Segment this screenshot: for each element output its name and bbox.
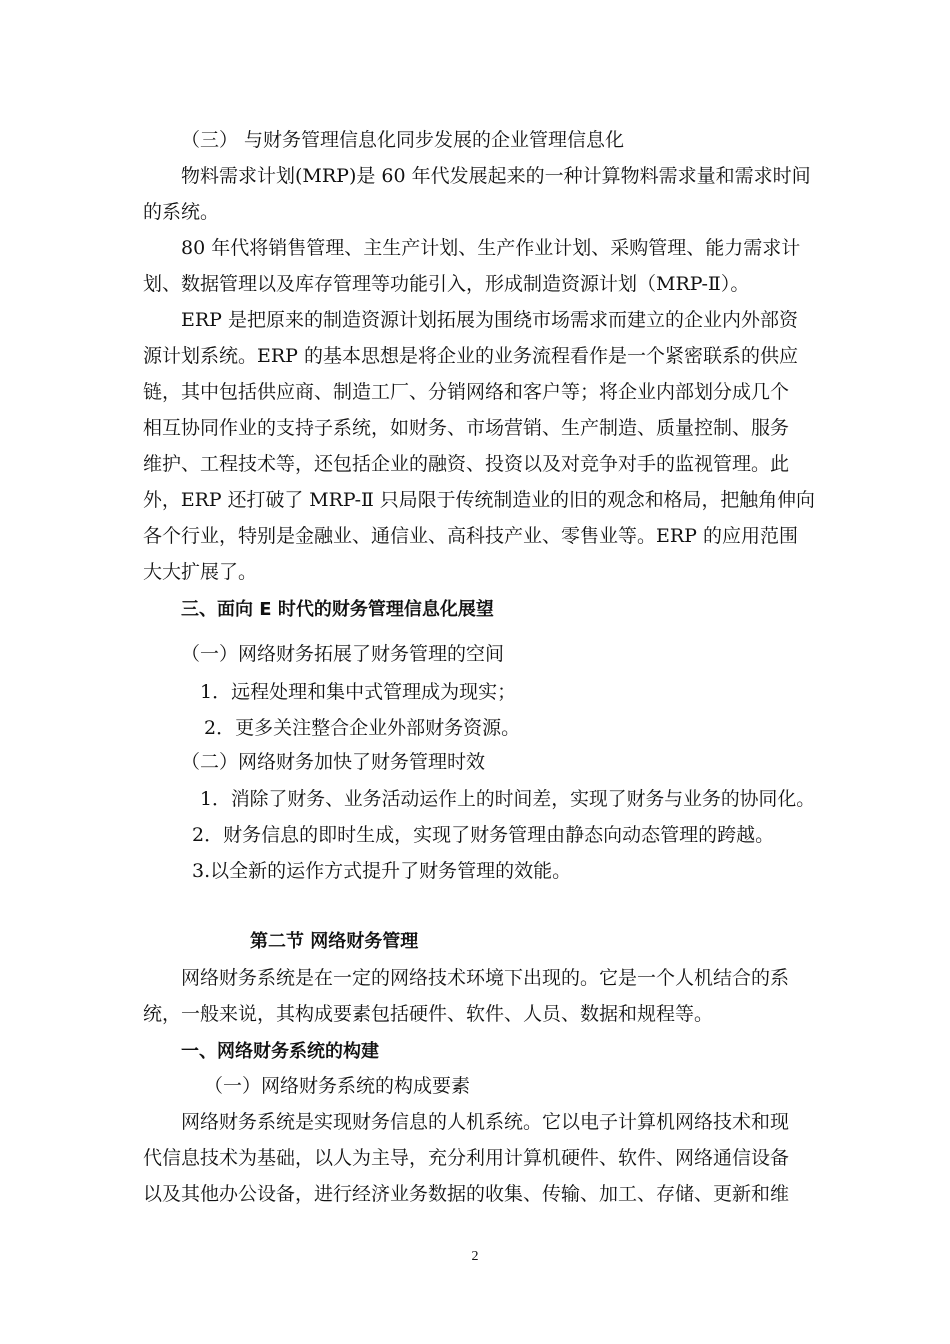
paragraph-line: 外，ERP 还打破了 MRP-Ⅱ 只局限于传统制造业的旧的观念和格局，把触角伸向	[143, 489, 815, 511]
page-number: 2	[471, 1249, 479, 1264]
section-heading: 一、网络财务系统的构建	[181, 1041, 379, 1062]
paragraph-line: 划、数据管理以及库存管理等功能引入，形成制造资源计划（MRP-Ⅱ）。	[143, 273, 750, 295]
paragraph-line: 网络财务系统是实现财务信息的人机系统。它以电子计算机网络技术和现	[181, 1111, 790, 1133]
list-item: 3.以全新的运作方式提升了财务管理的效能。	[192, 860, 572, 882]
list-item: 2．更多关注整合企业外部财务资源。	[204, 717, 521, 739]
paragraph-line: 网络财务系统是在一定的网络技术环境下出现的。它是一个人机结合的系	[181, 967, 790, 989]
paragraph-line: 物料需求计划(MRP)是 60 年代发展起来的一种计算物料需求量和需求时间	[181, 165, 811, 187]
list-item: 1．消除了财务、业务活动运作上的时间差，实现了财务与业务的协同化。	[200, 788, 816, 810]
paragraph-line: 相互协同作业的支持子系统，如财务、市场营销、生产制造、质量控制、服务	[143, 417, 790, 439]
paragraph-line: 80 年代将销售管理、主生产计划、生产作业计划、采购管理、能力需求计	[181, 237, 801, 259]
section-heading: 三、面向 E 时代的财务管理信息化展望	[181, 599, 494, 620]
paragraph-line: 源计划系统。ERP 的基本思想是将企业的业务流程看作是一个紧密联系的供应	[143, 345, 799, 367]
subsection-heading: （一）网络财务系统的构成要素	[204, 1075, 471, 1097]
paragraph-line: 以及其他办公设备，进行经济业务数据的收集、传输、加工、存储、更新和维	[143, 1183, 790, 1205]
paragraph-line: 链，其中包括供应商、制造工厂、分销网络和客户等；将企业内部划分成几个	[143, 381, 790, 403]
subsection-heading: （一）网络财务拓展了财务管理的空间	[181, 643, 505, 665]
paragraph-line: 大大扩展了。	[143, 561, 258, 583]
paragraph-line: ERP 是把原来的制造资源计划拓展为围绕市场需求而建立的企业内外部资	[181, 309, 799, 331]
subsection-heading: （二）网络财务加快了财务管理时效	[181, 751, 486, 773]
list-item: 1．远程处理和集中式管理成为现实；	[200, 681, 517, 703]
paragraph-line: 代信息技术为基础，以人为主导，充分利用计算机硬件、软件、网络通信设备	[143, 1147, 790, 1169]
subsection-heading: （三） 与财务管理信息化同步发展的企业管理信息化	[181, 129, 625, 151]
paragraph-line: 各个行业，特别是金融业、通信业、高科技产业、零售业等。ERP 的应用范围	[143, 525, 799, 547]
paragraph-line: 的系统。	[143, 201, 220, 223]
paragraph-line: 维护、工程技术等，还包括企业的融资、投资以及对竞争对手的监视管理。此	[143, 453, 790, 475]
chapter-section-title: 第二节 网络财务管理	[250, 931, 419, 952]
list-item: 2．财务信息的即时生成，实现了财务管理由静态向动态管理的跨越。	[192, 824, 775, 846]
paragraph-line: 统，一般来说，其构成要素包括硬件、软件、人员、数据和规程等。	[143, 1003, 714, 1025]
